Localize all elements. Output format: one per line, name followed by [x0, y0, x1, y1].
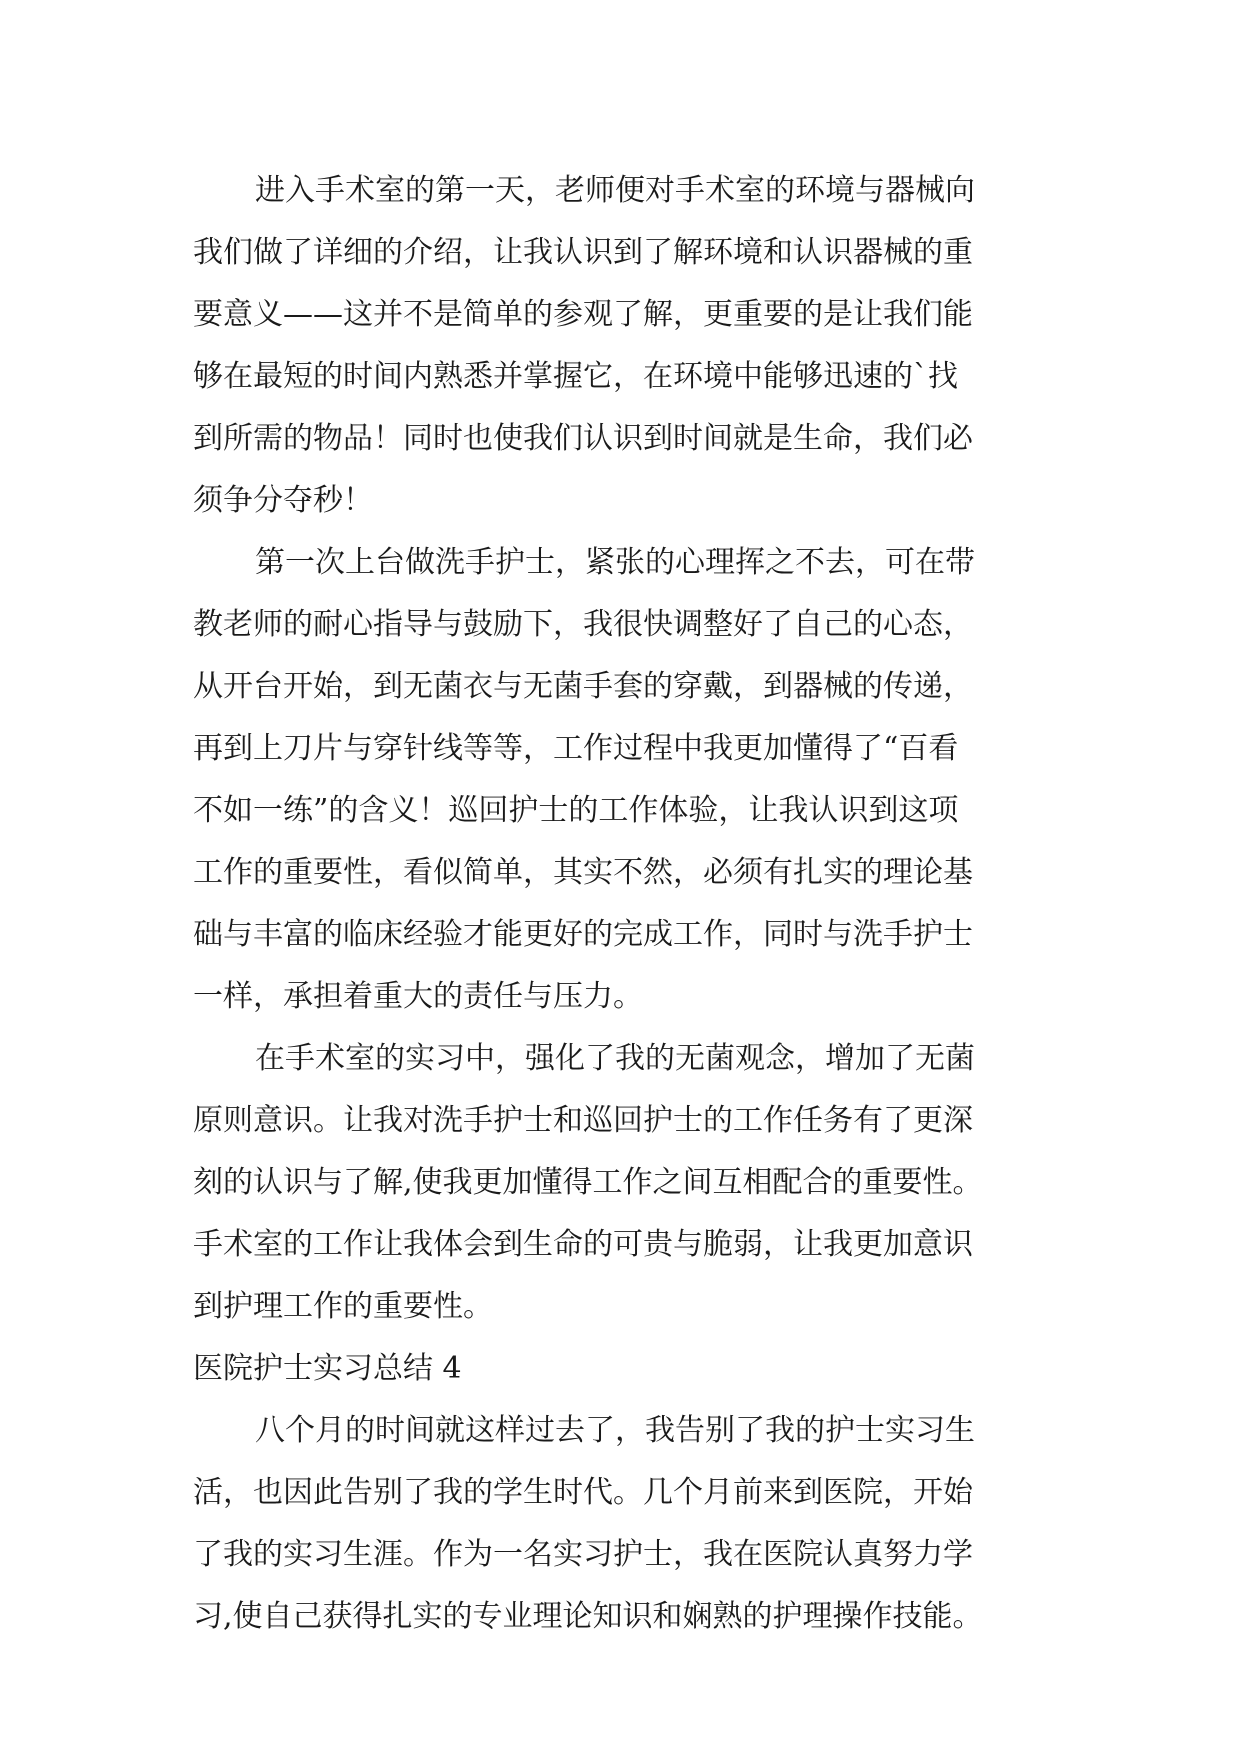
- document-body: [193, 160, 1053, 1648]
- text-line: 手术室的工作让我体会到生命的可贵与脆弱，让我更加意识: [193, 1227, 973, 1262]
- text-line: 够在最短的时间内熟悉并掌握它，在环境中能够迅速的`找: [193, 359, 958, 394]
- text-line: 一样，承担着重大的责任与压力。: [193, 979, 643, 1014]
- text-line: 须争分夺秒！: [193, 483, 373, 518]
- text-line: 到所需的物品！同时也使我们认识到时间就是生命，我们必: [193, 421, 973, 456]
- text-line: 从开台开始，到无菌衣与无菌手套的穿戴，到器械的传递，: [193, 669, 973, 704]
- text-line: 进入手术室的第一天，老师便对手术室的环境与器械向: [255, 173, 975, 208]
- section-heading: 医院护士实习总结 4: [193, 1351, 462, 1386]
- text-line: 在手术室的实习中，强化了我的无菌观念，增加了无菌: [255, 1041, 975, 1076]
- text-line: 原则意识。让我对洗手护士和巡回护士的工作任务有了更深: [193, 1103, 973, 1138]
- text-line: 再到上刀片与穿针线等等，工作过程中我更加懂得了“百看: [193, 731, 959, 766]
- text-line: 活，也因此告别了我的学生时代。几个月前来到医院，开始: [193, 1475, 973, 1510]
- text-line: 教老师的耐心指导与鼓励下，我很快调整好了自己的心态，: [193, 607, 973, 642]
- text-line: 工作的重要性，看似简单，其实不然，必须有扎实的理论基: [193, 855, 973, 890]
- paragraph-scrub-nurse: [193, 532, 1053, 1028]
- text-line: 我们做了详细的介绍，让我认识到了解环境和认识器械的重: [193, 235, 973, 270]
- text-line: 八个月的时间就这样过去了，我告别了我的护士实习生: [255, 1413, 975, 1448]
- paragraph-eight-months: [193, 1400, 1053, 1648]
- text-line: 习,使自己获得扎实的专业理论知识和娴熟的护理操作技能。: [193, 1599, 983, 1634]
- text-line: 了我的实习生涯。作为一名实习护士，我在医院认真努力学: [193, 1537, 973, 1572]
- text-line: 础与丰富的临床经验才能更好的完成工作，同时与洗手护士: [193, 917, 973, 952]
- paragraph-operating-room-first-day: [193, 160, 1053, 532]
- text-line: 要意义——这并不是简单的参观了解，更重要的是让我们能: [193, 297, 973, 332]
- paragraph-aseptic-concept: [193, 1028, 1053, 1338]
- text-line: 刻的认识与了解,使我更加懂得工作之间互相配合的重要性。: [193, 1165, 983, 1200]
- text-line: 不如一练”的含义！巡回护士的工作体验，让我认识到这项: [193, 793, 959, 828]
- text-line: 到护理工作的重要性。: [193, 1289, 493, 1324]
- text-line: 第一次上台做洗手护士，紧张的心理挥之不去，可在带: [255, 545, 975, 580]
